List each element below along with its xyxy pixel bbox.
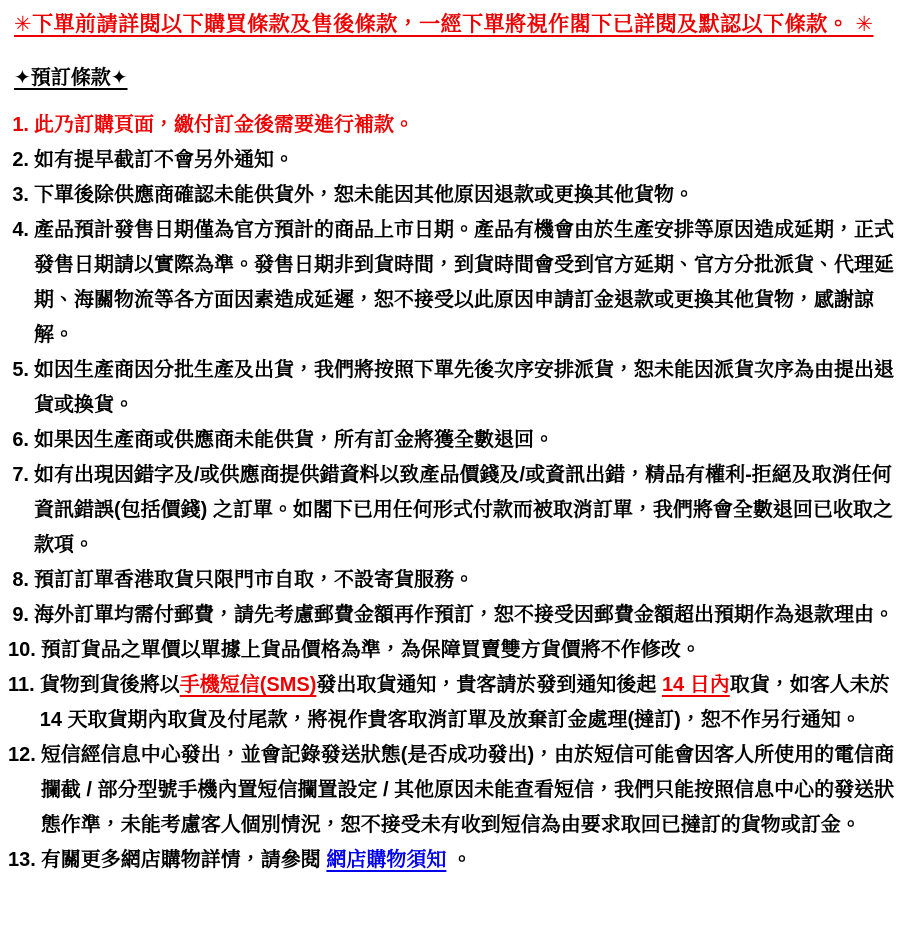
term-number: 10. [8, 639, 36, 661]
term-item [8, 738, 899, 843]
term-number: 3. [12, 184, 29, 206]
term-number: 5. [12, 359, 29, 381]
term-content [40, 668, 899, 738]
term-item [8, 843, 899, 878]
term-item [8, 598, 899, 633]
highlighted-text: 14 日內 [661, 674, 730, 696]
term-number: 6. [12, 429, 29, 451]
term-item [8, 143, 899, 178]
term-content [34, 598, 899, 633]
term-item [8, 108, 899, 143]
term-item [8, 563, 899, 598]
term-item [8, 178, 899, 213]
term-text-segment: 。 [446, 849, 472, 871]
term-text-segment: 有關更多網店購物詳情，請參閱 [40, 849, 327, 871]
term-text-segment: 預訂訂單香港取貨只限門市自取，不設寄貨服務。 [34, 569, 474, 591]
term-content [34, 353, 899, 423]
section-title-preorder-terms: ✦預訂條款✦ [14, 67, 128, 89]
term-content [34, 178, 899, 213]
term-text-segment: 貨物到貨後將以 [39, 674, 180, 696]
term-item [8, 213, 899, 353]
term-number: 7. [12, 464, 29, 486]
term-text-segment: 如因生產商因分批生產及出貨，我們將按照下單先後次序安排派貨，恕未能因派貨次序為由提出退貨或換貨。 [34, 359, 894, 416]
term-text-segment: 預訂貨品之單價以單據上貨品價格為準，為保障買賣雙方貨價將不作修改。 [40, 639, 701, 661]
term-item [8, 633, 899, 668]
term-content [34, 108, 899, 143]
term-content [34, 563, 899, 598]
terms-list [8, 108, 899, 878]
term-text-segment: 如果因生產商或供應商未能供貨，所有訂金將獲全數退回。 [34, 429, 554, 451]
term-number: 11. [8, 674, 35, 696]
term-content [34, 213, 899, 353]
term-content [34, 458, 899, 563]
term-text-segment: 產品預計發售日期僅為官方預計的商品上市日期。產品有機會由於生產安排等原因造成延期，正式發售日期請以實際為準。發售日期非到貨時間，到貨時間會受到官方延期、官方分批派貨、代理延期、海關物流等各方面因素造成延遲，恕不接受以此原因申請訂金退款或更換其他貨物，感謝諒解。 [34, 219, 894, 346]
term-item [8, 353, 899, 423]
term-item [8, 458, 899, 563]
term-number: 9. [12, 604, 29, 626]
store-shopping-notice-link[interactable]: 網店購物須知 [326, 849, 447, 871]
term-number: 12. [8, 744, 36, 766]
term-text-segment: 海外訂單均需付郵費，請先考慮郵費金額再作預訂，恕不接受因郵費金額超出預期作為退款理由。 [34, 604, 894, 626]
highlighted-text: 手機短信(SMS) [179, 674, 317, 696]
term-number: 2. [12, 149, 29, 171]
notice-header: ✳下單前請詳閱以下購買條款及售後條款，一經下單將視作閣下已詳閱及默認以下條款。 ✳ [14, 13, 874, 36]
term-text-segment: 如有出現因錯字及/或供應商提供錯資料以致產品價錢及/或資訊出錯，精品有權利-拒絕及取消任何資訊錯誤(包括價錢) 之訂單。如閣下已用任何形式付款而被取消訂單，我們將會全數退回已收取之款項。 [34, 464, 893, 556]
term-number: 8. [12, 569, 29, 591]
term-item [8, 668, 899, 738]
term-content [41, 738, 899, 843]
term-text-segment: 如有提早截訂不會另外通知。 [34, 149, 294, 171]
term-text-segment: 發出取貨通知，貴客請於發到通知後起 [316, 674, 662, 696]
term-number: 13. [8, 849, 36, 871]
term-text-segment: 短信經信息中心發出，並會記錄發送狀態(是否成功發出)，由於短信可能會因客人所使用的電信商攔截 / 部分型號手機內置短信攔置設定 / 其他原因未能查看短信，我們只能按照信息中心的發送狀態作準，未能考慮客人個別情況，恕不接受未有收到短信為由要求取回已撻訂的貨物或訂金。 [40, 744, 895, 836]
term-content [34, 423, 899, 458]
term-number: 1. [12, 114, 29, 136]
term-text-segment: 下單後除供應商確認未能供貨外，恕未能因其他原因退款或更換其他貨物。 [34, 184, 694, 206]
term-content [41, 633, 899, 668]
term-content [34, 143, 899, 178]
term-text-segment: 取貨，如客人未於 14 天取貨期內取貨及付尾款，將視作貴客取消訂單及放棄訂金處理(撻訂)，恕不作另行通知。 [39, 674, 890, 731]
term-number: 4. [12, 219, 29, 241]
term-text-segment: 此乃訂購頁面，繳付訂金後需要進行補款。 [34, 114, 414, 136]
term-item [8, 423, 899, 458]
term-content [41, 843, 899, 878]
